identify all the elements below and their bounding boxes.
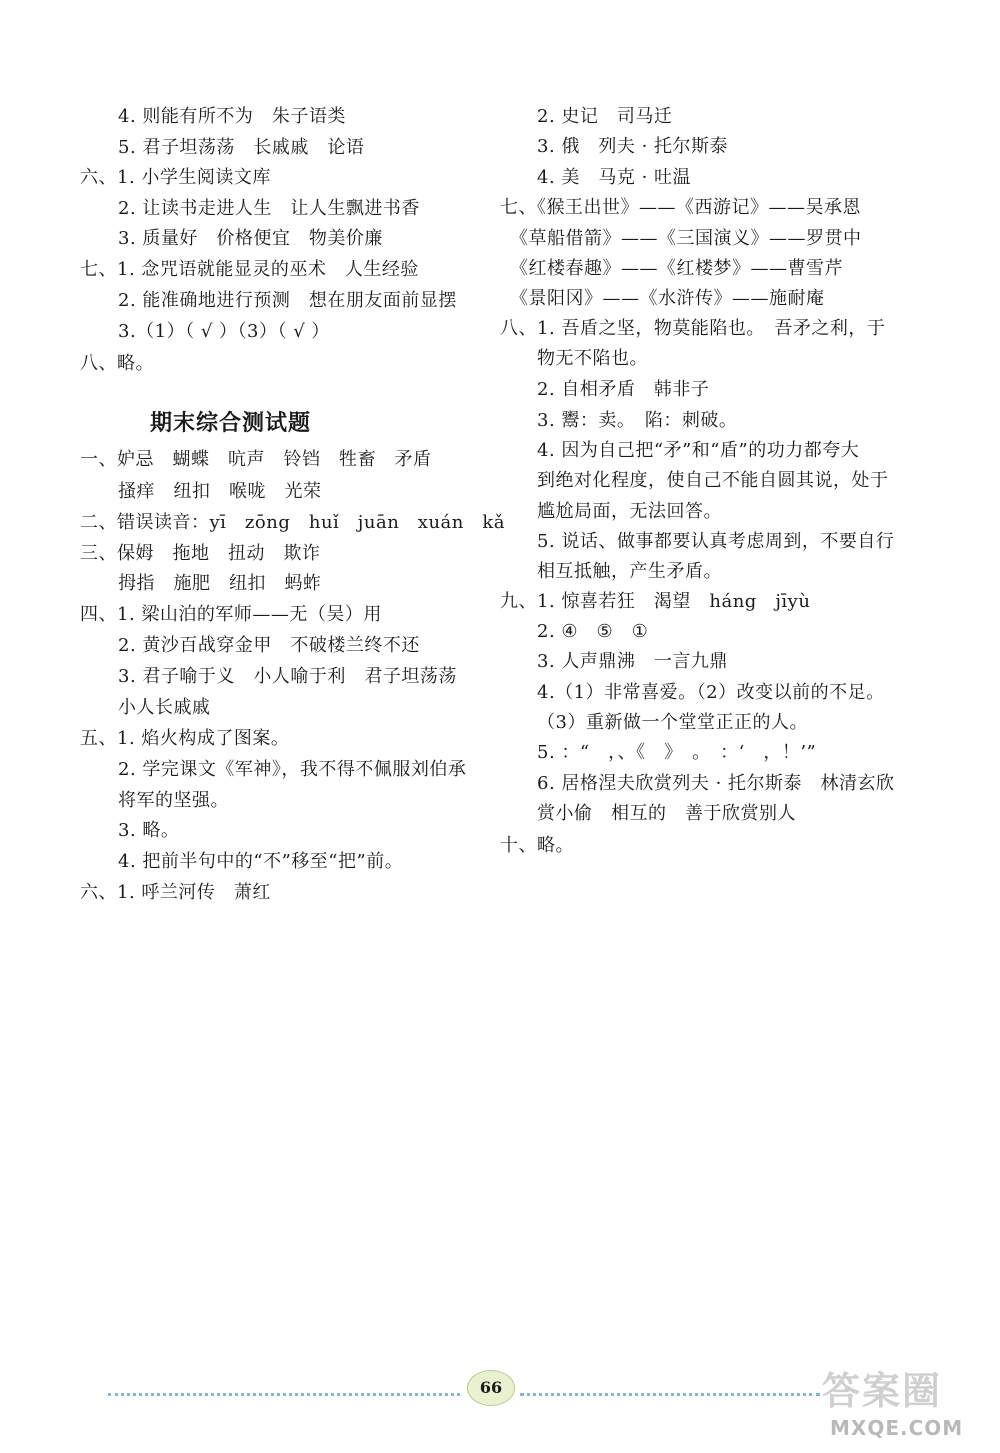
watermark-url: MXQE.COM: [830, 1416, 964, 1440]
answer-line: 3. 鬻：卖。 陷：刺破。: [537, 410, 738, 431]
answer-line: 2. 史记 司马迁: [537, 106, 673, 127]
footer-dotted-line-left: [108, 1387, 460, 1396]
answer-line: 2. 自相矛盾 韩非子: [537, 379, 710, 400]
answer-line: 2. 让读书走进人生 让人生飘进书香: [118, 198, 420, 219]
answer-line: 八、略。: [80, 353, 154, 374]
answer-line: 4.（1）非常喜爱。（2）改变以前的不足。: [537, 682, 885, 703]
answer-line: 八、1. 吾盾之坚，物莫能陷也。 吾矛之利，于: [500, 318, 886, 339]
page-number: 66: [467, 1370, 515, 1406]
answer-line: 一、妒忌 蝴蝶 吭声 铃铛 牲畜 矛盾: [80, 449, 432, 470]
answer-line: 2. 能准确地进行预测 想在朋友面前显摆: [118, 290, 457, 311]
answer-line: 3. 人声鼎沸 一言九鼎: [537, 651, 728, 672]
answer-line: 5. ：“ ，、《 》 。 ：‘ ，！’”: [537, 742, 817, 763]
answer-line: 4. 美 马克 · 吐温: [537, 167, 692, 188]
answer-line: 2. ④ ⑤ ①: [537, 621, 649, 642]
answer-line: 拇指 施肥 纽扣 蚂蚱: [118, 573, 322, 594]
answer-line: 赏小偷 相互的 善于欣赏别人: [537, 803, 796, 824]
answer-line: 2. 黄沙百战穿金甲 不破楼兰终不还: [118, 635, 420, 656]
answer-line: 2. 学完课文《军神》，我不得不佩服刘伯承: [118, 759, 467, 780]
answer-line: 九、1. 惊喜若狂 渴望 háng jīyù: [500, 591, 811, 612]
answer-line: 小人长戚戚: [118, 697, 211, 718]
answer-line: 5. 说话、做事都要认真考虑周到，不要自行: [537, 531, 895, 552]
answer-line: （3）重新做一个堂堂正正的人。: [537, 712, 808, 733]
answer-line: 六、1. 小学生阅读文库: [80, 167, 271, 188]
watermark: [822, 1360, 992, 1445]
answer-line: 4. 把前半句中的“不”移至“把”前。: [118, 851, 404, 872]
answer-line: 3. 君子喻于义 小人喻于利 君子坦荡荡: [118, 666, 457, 687]
answer-line: 4. 因为自己把“矛”和“盾”的功力都夸大: [537, 440, 860, 461]
answer-line: 五、1. 焰火构成了图案。: [80, 728, 290, 749]
footer-dotted-line-right: [520, 1387, 820, 1396]
answer-line: 3.（1）（ √ ）（3）（ √ ）: [118, 321, 330, 342]
answer-line: 搔痒 纽扣 喉咙 光荣: [118, 481, 322, 502]
watermark-logo: 答案圈: [822, 1369, 943, 1413]
answer-line: 6. 居格涅夫欣赏列夫 · 托尔斯泰 林清玄欣: [537, 773, 895, 794]
answer-line: 尴尬局面，无法回答。: [537, 501, 722, 522]
section-title: 期末综合测试题: [150, 411, 312, 436]
answer-line: 《红楼春趣》——《红楼梦》——曹雪芹: [510, 258, 843, 279]
answer-line: 3. 质量好 价格便宜 物美价廉: [118, 228, 383, 249]
answer-line: 四、1. 梁山泊的军师——无（吴）用: [80, 604, 382, 625]
answer-line: 3. 俄 列夫 · 托尔斯泰: [537, 136, 729, 157]
answer-line: 六、1. 呼兰河传 萧红: [80, 882, 271, 903]
answer-line: 十、略。: [500, 835, 574, 856]
answer-line: 相互抵触，产生矛盾。: [537, 561, 722, 582]
answer-line: 物无不陷也。: [537, 348, 648, 369]
answer-line: 5. 君子坦荡荡 长戚戚 论语: [118, 137, 365, 158]
answer-line: 《草船借箭》——《三国演义》——罗贯中: [510, 228, 862, 249]
answer-line: 三、保姆 拖地 扭动 欺诈: [80, 543, 321, 564]
answer-line: 《景阳冈》——《水浒传》——施耐庵: [510, 288, 825, 309]
answer-line: 二、错误读音：yī zōng huǐ juān xuán kǎ: [80, 512, 506, 533]
answer-line: 七、《猴王出世》——《西游记》——吴承恩: [500, 197, 861, 218]
answer-line: 4. 则能有所不为 朱子语类: [118, 106, 346, 127]
answer-line: 七、1. 念咒语就能显灵的巫术 人生经验: [80, 259, 419, 280]
answer-line: 将军的坚强。: [118, 790, 229, 811]
answer-line: 到绝对化程度，使自己不能自圆其说，处于: [537, 470, 889, 491]
answer-line: 3. 略。: [118, 820, 180, 841]
